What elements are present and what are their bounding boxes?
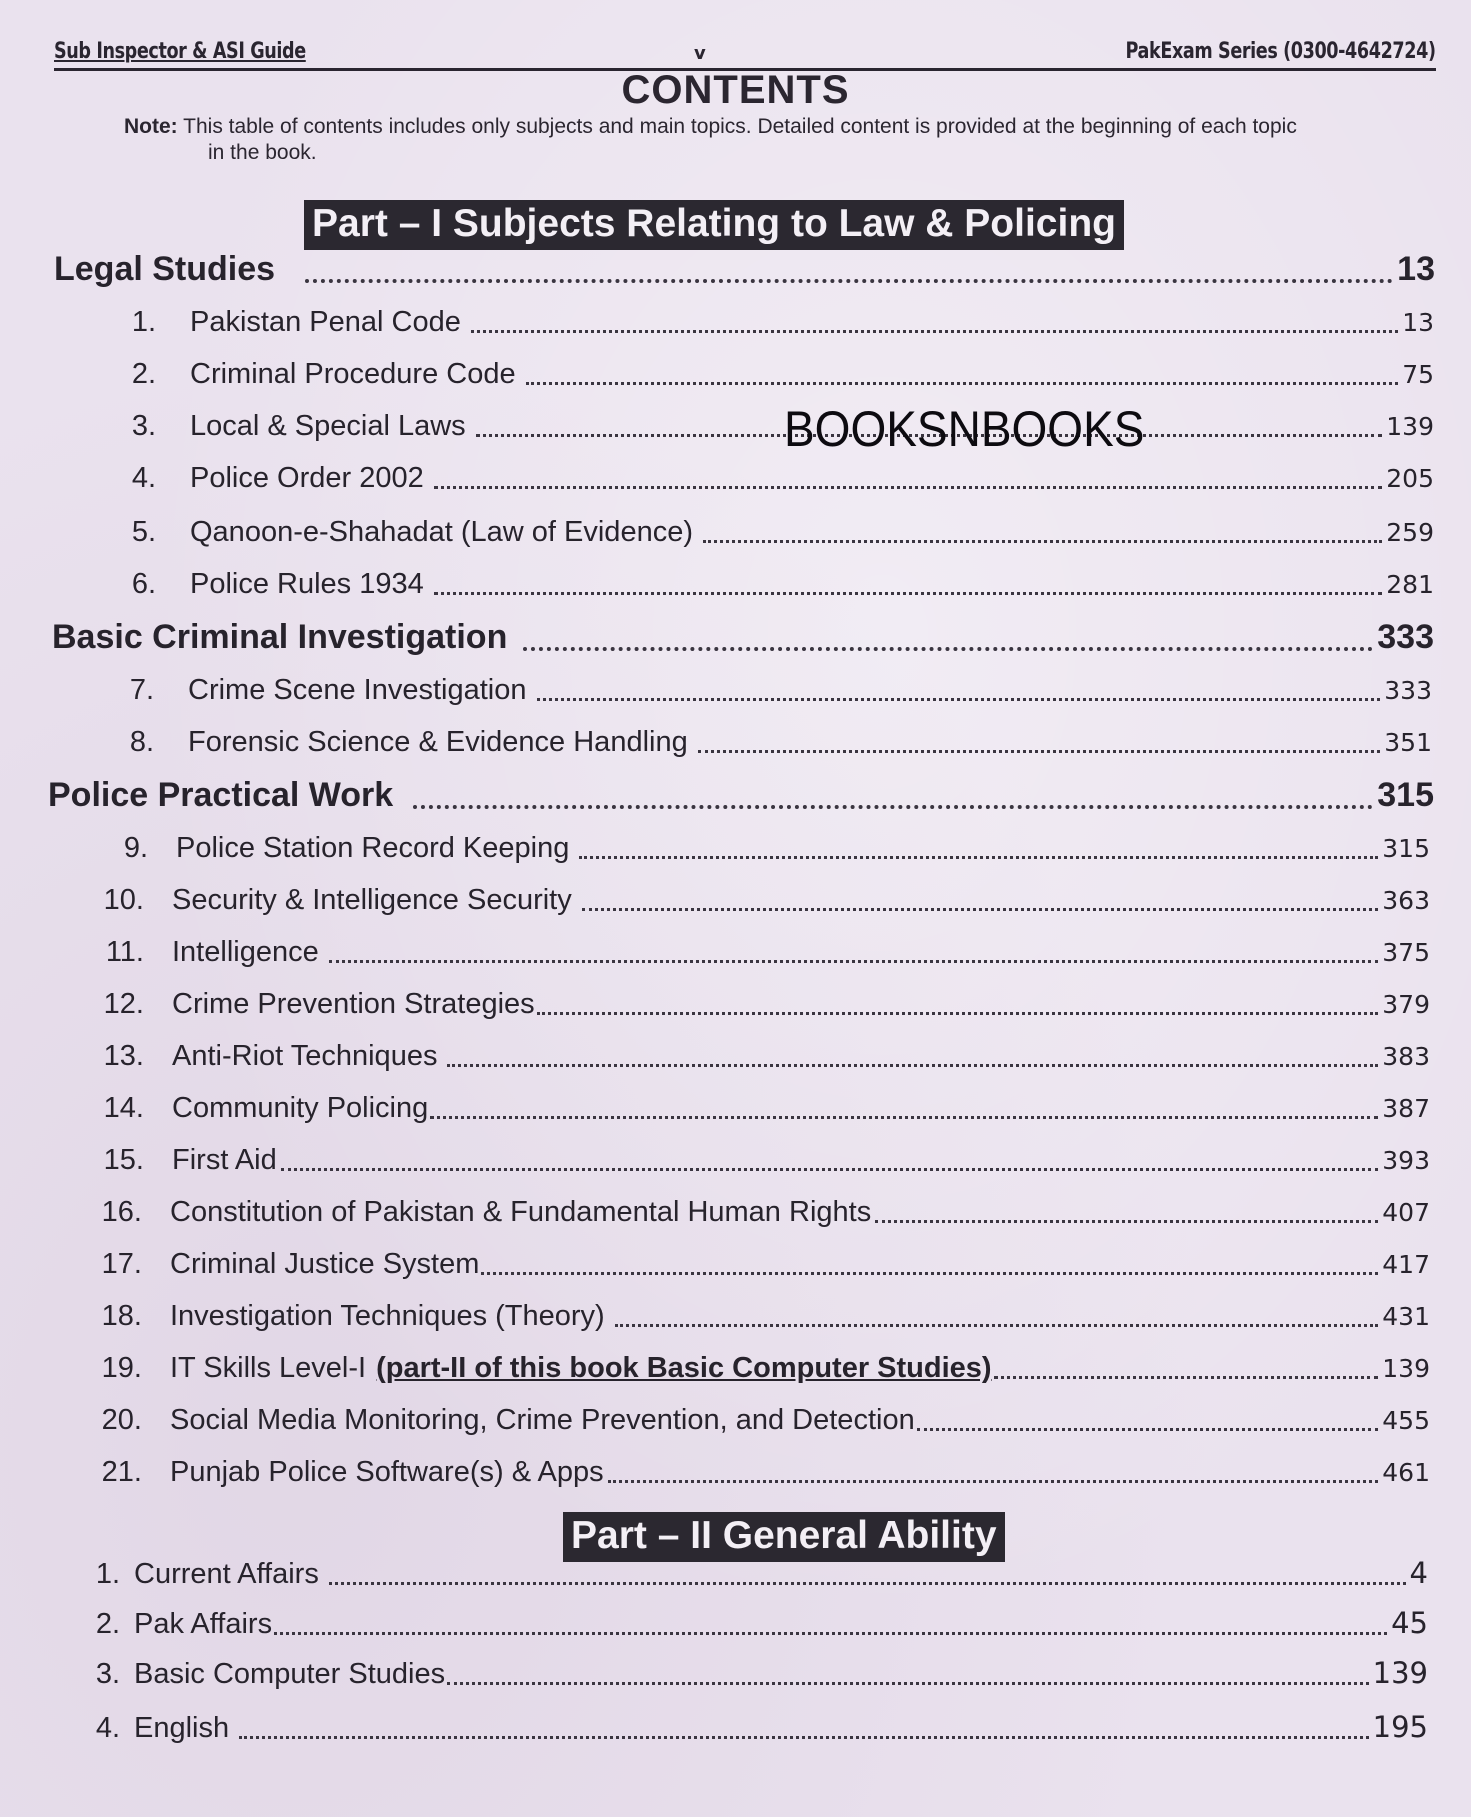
- section-page: 315: [1377, 776, 1434, 814]
- dot-leader: [447, 1064, 1378, 1067]
- dot-leader: [329, 960, 1379, 963]
- section-title: Police Practical Work: [48, 776, 394, 814]
- dot-leader: [703, 540, 1382, 543]
- item-page: 383: [1382, 1042, 1430, 1071]
- item-label: Police Order 2002: [190, 462, 424, 494]
- dot-leader: [526, 382, 1399, 385]
- header-series: PakExam Series (0300-4642724): [1125, 39, 1436, 64]
- toc-item[interactable]: [88, 1606, 1428, 1641]
- item-label: Criminal Justice System: [170, 1248, 480, 1280]
- item-number: 1.: [95, 1558, 120, 1590]
- dot-leader: [481, 1272, 1378, 1275]
- toc-item[interactable]: [96, 1092, 1430, 1125]
- item-label: IT Skills Level-I: [170, 1352, 367, 1384]
- item-page: 431: [1382, 1302, 1430, 1331]
- item-number: 13.: [103, 1040, 144, 1072]
- toc-item[interactable]: [114, 410, 1434, 443]
- item-page: 13: [1402, 308, 1434, 337]
- item-number: 20.: [101, 1404, 142, 1436]
- item-label: Forensic Science & Evidence Handling: [188, 726, 688, 758]
- item-page: 455: [1382, 1406, 1430, 1435]
- dot-leader: [875, 1220, 1378, 1223]
- toc-item[interactable]: [88, 1556, 1428, 1591]
- item-page: 4: [1409, 1556, 1428, 1590]
- toc-item[interactable]: [94, 1248, 1430, 1281]
- item-page: 407: [1382, 1198, 1430, 1227]
- item-label: Pakistan Penal Code: [190, 306, 461, 338]
- item-number: 21.: [101, 1456, 142, 1488]
- item-page: 139: [1386, 412, 1434, 441]
- item-number: 11.: [105, 936, 144, 968]
- item-page: 461: [1382, 1458, 1430, 1487]
- item-page: 351: [1384, 728, 1432, 757]
- section-page: 333: [1377, 618, 1434, 656]
- item-number: 3.: [131, 410, 156, 442]
- dot-leader: [615, 1324, 1379, 1327]
- dot-leader: [582, 908, 1379, 911]
- toc-item[interactable]: [114, 516, 1434, 549]
- item-page: 379: [1382, 990, 1430, 1019]
- toc-item[interactable]: [96, 988, 1430, 1021]
- note-line-2: in the book.: [208, 141, 317, 164]
- item-label: Constitution of Pakistan & Fundamental Human Rights: [170, 1196, 872, 1228]
- item-page: 375: [1382, 938, 1430, 967]
- item-label: Police Station Record Keeping: [176, 832, 570, 864]
- dot-leader: [579, 856, 1378, 859]
- dot-leader: [537, 1012, 1379, 1015]
- item-label: Punjab Police Software(s) & Apps: [170, 1456, 604, 1488]
- item-page: 333: [1384, 676, 1432, 705]
- item-page: 281: [1386, 570, 1434, 599]
- item-label: Social Media Monitoring, Crime Prevention, and Detection: [170, 1404, 915, 1436]
- toc-item[interactable]: [96, 936, 1430, 969]
- toc-item[interactable]: [94, 1300, 1430, 1333]
- item-label: Local & Special Laws: [190, 410, 466, 442]
- dot-leader: [434, 486, 1383, 489]
- item-page: 393: [1382, 1146, 1430, 1175]
- note-line-1: This table of contents includes only subjects and main topics. Detailed content is provided at the beginning of each topic: [183, 115, 1297, 138]
- note-label: Note:: [124, 115, 178, 138]
- dot-leader: [274, 1632, 1387, 1635]
- section-title: Legal Studies: [54, 250, 276, 288]
- item-number: 12.: [103, 988, 144, 1020]
- dot-leader: [608, 1480, 1379, 1483]
- section-page: 13: [1397, 250, 1435, 288]
- dot-leader: [239, 1736, 1369, 1739]
- item-label: First Aid: [172, 1144, 277, 1176]
- item-number: 16.: [101, 1196, 142, 1228]
- item-label: Security & Intelligence Security: [172, 884, 572, 916]
- dot-leader: [698, 750, 1381, 753]
- section-row[interactable]: [52, 618, 1434, 657]
- item-number: 19.: [101, 1352, 142, 1384]
- item-page: 363: [1382, 886, 1430, 915]
- dot-leader: [523, 647, 1373, 651]
- dot-leader: [430, 1116, 1378, 1119]
- dot-leader: [994, 1376, 1379, 1379]
- item-number: 8.: [129, 726, 154, 758]
- item-number: 14.: [103, 1092, 144, 1124]
- dot-leader: [471, 330, 1398, 333]
- item-label: Criminal Procedure Code: [190, 358, 516, 390]
- item-page: 417: [1382, 1250, 1430, 1279]
- item-label: Investigation Techniques (Theory): [170, 1300, 605, 1332]
- item-number: 18.: [101, 1300, 142, 1332]
- item-page: 195: [1372, 1710, 1428, 1744]
- item-page: 75: [1402, 360, 1434, 389]
- item-number: 2.: [131, 358, 156, 390]
- item-page: 45: [1391, 1606, 1428, 1640]
- item-number: 5.: [131, 516, 156, 548]
- toc-item[interactable]: [94, 1196, 1430, 1229]
- toc-item[interactable]: [96, 1040, 1430, 1073]
- toc-item[interactable]: [94, 1352, 1430, 1385]
- dot-leader: [281, 1168, 1379, 1171]
- item-page: 315: [1382, 834, 1430, 863]
- item-label: Crime Prevention Strategies: [172, 988, 535, 1020]
- dot-leader: [305, 279, 1393, 283]
- item-label: Police Rules 1934: [190, 568, 424, 600]
- item-page: 139: [1372, 1656, 1428, 1690]
- item-label: Pak Affairs: [134, 1608, 273, 1640]
- section-row[interactable]: [48, 776, 1434, 815]
- item-label: Current Affairs: [134, 1558, 319, 1590]
- part-2-heading: Part – II General Ability: [563, 1512, 1005, 1562]
- part-1-heading: Part – I Subjects Relating to Law & Policing: [304, 200, 1124, 250]
- dot-leader: [537, 698, 1381, 701]
- item-label: Intelligence: [172, 936, 319, 968]
- toc-item[interactable]: [96, 884, 1430, 917]
- toc-item[interactable]: [96, 1144, 1430, 1177]
- toc-item[interactable]: [88, 1710, 1428, 1745]
- item-label: Community Policing: [172, 1092, 429, 1124]
- header-book-title: Sub Inspector & ASI Guide: [54, 39, 306, 64]
- item-number: 6.: [131, 568, 156, 600]
- item-page: 139: [1382, 1354, 1430, 1383]
- item-number: 15.: [103, 1144, 144, 1176]
- toc-item[interactable]: [114, 306, 1434, 339]
- item-number: 2.: [95, 1608, 120, 1640]
- toc-item[interactable]: [112, 674, 1432, 707]
- item-number: 3.: [95, 1658, 120, 1690]
- item-page: 387: [1382, 1094, 1430, 1123]
- toc-item[interactable]: [88, 1656, 1428, 1691]
- contents-note: [124, 114, 1444, 166]
- toc-item[interactable]: [94, 1404, 1430, 1437]
- dot-leader: [329, 1582, 1406, 1585]
- toc-item[interactable]: [94, 1456, 1430, 1489]
- toc-item[interactable]: [112, 726, 1432, 759]
- dot-leader: [917, 1428, 1379, 1431]
- dot-leader: [413, 805, 1373, 809]
- dot-leader: [434, 592, 1383, 595]
- item-label: Anti-Riot Techniques: [172, 1040, 438, 1072]
- item-number: 9.: [123, 832, 148, 864]
- toc-item[interactable]: [100, 832, 1430, 865]
- item-label: English: [134, 1712, 230, 1744]
- item-label: Qanoon-e-Shahadat (Law of Evidence): [190, 516, 693, 548]
- header-page-numeral: v: [694, 43, 706, 64]
- item-label-cross-reference: (part-II of this book Basic Computer Studies): [376, 1352, 992, 1384]
- toc-item[interactable]: [114, 358, 1434, 391]
- page-title: CONTENTS: [621, 68, 850, 112]
- section-row[interactable]: [54, 250, 1435, 289]
- dot-leader: [447, 1682, 1369, 1685]
- item-number: 1.: [131, 306, 156, 338]
- item-page: 259: [1386, 518, 1434, 547]
- toc-item[interactable]: [114, 462, 1434, 495]
- toc-item[interactable]: [114, 568, 1434, 601]
- section-title: Basic Criminal Investigation: [52, 618, 508, 656]
- item-number: 7.: [129, 674, 154, 706]
- item-number: 4.: [131, 462, 156, 494]
- item-number: 17.: [101, 1248, 142, 1280]
- item-page: 205: [1386, 464, 1434, 493]
- item-number: 4.: [95, 1712, 120, 1744]
- running-header: [54, 30, 1436, 71]
- item-label: Crime Scene Investigation: [188, 674, 527, 706]
- item-label: Basic Computer Studies: [134, 1658, 446, 1690]
- watermark-text: BOOKSNBOOKS: [784, 401, 1145, 457]
- item-number: 10.: [103, 884, 144, 916]
